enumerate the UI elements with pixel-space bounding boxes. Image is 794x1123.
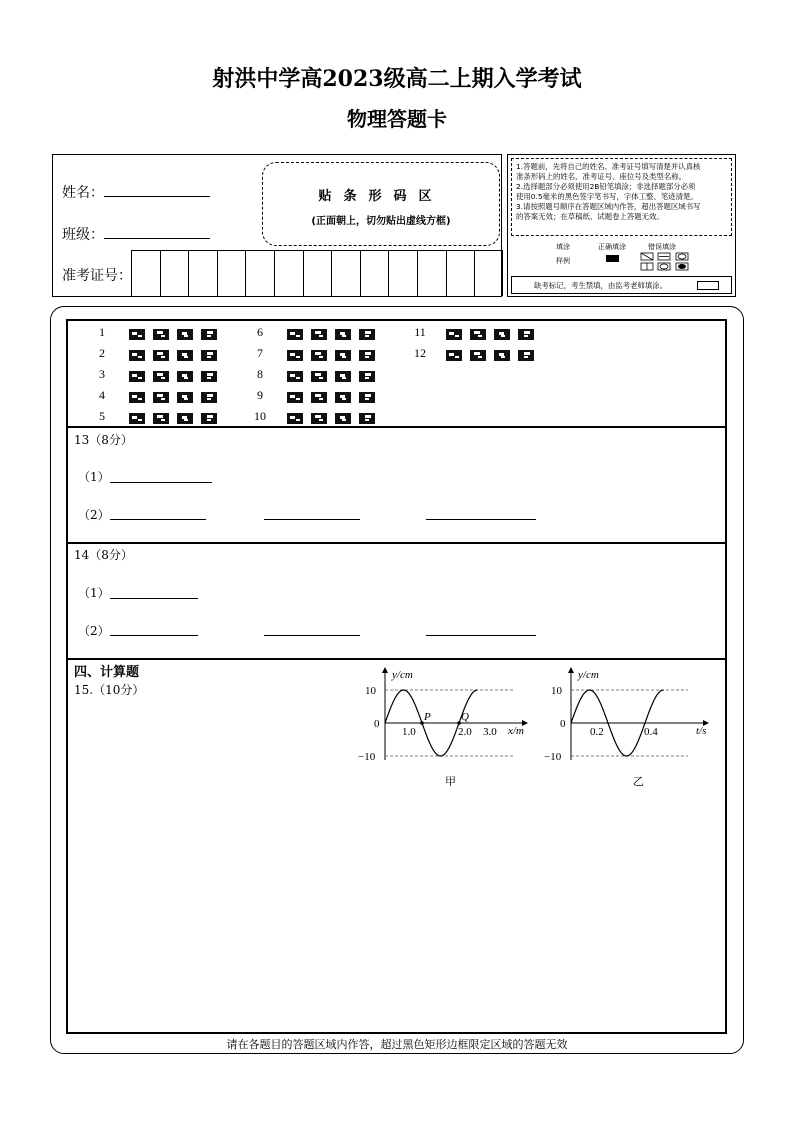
mc-option-bubble-icon[interactable] [152, 349, 170, 362]
mc-option-bubble-icon[interactable] [200, 391, 218, 404]
exam-no-cell[interactable] [446, 250, 475, 296]
mc-question-number: 7 [257, 346, 263, 360]
exam-title: 射洪中学高2023级高二上期入学考试 [212, 66, 582, 92]
mc-option-bubble-icon[interactable] [358, 328, 376, 341]
yi-xtick-04: 0.4 [644, 726, 658, 738]
exam-no-cells[interactable] [131, 250, 503, 296]
mc-option-bubble-icon[interactable] [358, 349, 376, 362]
mc-option-row [128, 368, 224, 387]
notice-line: 2.选择题部分必须使用2B铅笔填涂；非选择题部分必须 [516, 182, 696, 191]
q15-title: 15.（10分） [74, 683, 145, 697]
mc-question-number: 3 [99, 367, 105, 381]
mc-option-bubble-icon[interactable] [469, 349, 487, 362]
mc-option-bubble-icon[interactable] [176, 349, 194, 362]
mc-question-number: 9 [257, 388, 263, 402]
mc-option-bubble-icon[interactable] [128, 412, 146, 425]
mc-option-bubble-icon[interactable] [334, 370, 352, 383]
mc-option-bubble-icon[interactable] [286, 391, 304, 404]
absent-mark-box [511, 276, 732, 294]
mc-option-bubble-icon[interactable] [310, 391, 328, 404]
exam-subtitle: 物理答题卡 [347, 107, 447, 131]
exam-no-cell[interactable] [131, 250, 160, 296]
mc-option-row [286, 368, 382, 387]
mc-option-bubble-icon[interactable] [334, 391, 352, 404]
mc-option-row [128, 347, 224, 366]
mc-option-bubble-icon[interactable] [286, 328, 304, 341]
mc-option-bubble-icon[interactable] [445, 349, 463, 362]
notice-line: 准条形码上的姓名、准考证号、座位号及类型名称。 [516, 172, 686, 181]
barcode-title: 贴条形码区 [318, 189, 444, 204]
mc-option-bubble-icon[interactable] [176, 328, 194, 341]
jia-xtick-2: 2.0 [458, 726, 472, 738]
jia-point-p-label: P [424, 711, 431, 723]
mc-option-bubble-icon[interactable] [310, 370, 328, 383]
mc-option-bubble-icon[interactable] [152, 370, 170, 383]
jia-xtick-3: 3.0 [483, 726, 497, 738]
mc-option-bubble-icon[interactable] [334, 328, 352, 341]
mc-option-row [128, 326, 224, 345]
exam-no-cell[interactable] [274, 250, 303, 296]
divider-q14-q15 [68, 658, 725, 660]
mc-option-bubble-icon[interactable] [200, 349, 218, 362]
section4-title: 四、计算题 [74, 665, 140, 680]
yi-ylabel: y/cm [578, 669, 599, 681]
mc-question-number: 12 [414, 346, 426, 360]
mc-option-bubble-icon[interactable] [334, 349, 352, 362]
wrong-fill-samples-icon [640, 252, 692, 272]
mc-option-bubble-icon[interactable] [358, 412, 376, 425]
mc-option-row [286, 389, 382, 408]
barcode-note: (正面朝上，切勿贴出虚线方框) [311, 216, 451, 227]
mc-option-row [128, 410, 224, 429]
jia-ytick-neg10: −10 [358, 751, 376, 763]
mc-option-bubble-icon[interactable] [310, 412, 328, 425]
q14-blank-1[interactable] [110, 598, 198, 599]
jia-ylabel: y/cm [392, 669, 413, 681]
correct-label: 正确填涂 [598, 243, 626, 251]
wave-graph-jia [350, 664, 540, 792]
yi-ytick-neg10: −10 [544, 751, 562, 763]
mc-option-bubble-icon[interactable] [152, 412, 170, 425]
mc-option-bubble-icon[interactable] [286, 412, 304, 425]
mc-option-bubble-icon[interactable] [493, 349, 511, 362]
jia-xlabel: x/m [508, 725, 524, 737]
wrong-label: 错误填涂 [648, 243, 676, 251]
mc-option-bubble-icon[interactable] [517, 349, 535, 362]
footer-notice: 请在各题目的答题区域内作答，超过黑色矩形边框限定区域的答题无效 [226, 1038, 568, 1051]
mc-option-bubble-icon[interactable] [310, 328, 328, 341]
mc-option-bubble-icon[interactable] [128, 391, 146, 404]
absent-text: 缺考标记，考生禁填，由监考老师填涂。 [534, 281, 668, 290]
q14-blank-2[interactable] [110, 635, 198, 636]
jia-ytick-0: 0 [374, 718, 380, 730]
mc-option-bubble-icon[interactable] [200, 328, 218, 341]
notice-line: 3.请按照题号顺序在答题区域内作答，超出答题区域书写 [516, 202, 701, 211]
mc-question-number: 4 [99, 388, 105, 402]
mc-option-row [445, 347, 541, 366]
mc-option-bubble-icon[interactable] [176, 370, 194, 383]
mc-option-bubble-icon[interactable] [469, 328, 487, 341]
q14-blank-3[interactable] [264, 635, 360, 636]
exam-no-cell[interactable] [474, 250, 503, 296]
q13-part2-label: （2） [78, 508, 110, 522]
jia-xtick-1: 1.0 [402, 726, 416, 738]
barcode-area [262, 162, 500, 246]
mc-option-row [286, 410, 382, 429]
exam-no-cell[interactable] [331, 250, 360, 296]
sample-label: 样例 [556, 257, 570, 265]
jia-caption: 甲 [445, 775, 456, 788]
mc-question-number: 1 [99, 325, 105, 339]
jia-point-q-label: Q [461, 711, 469, 723]
name-field[interactable] [104, 196, 210, 197]
q13-part1-label: （1） [78, 470, 110, 484]
q14-blank-4[interactable] [426, 635, 536, 636]
vibration-graph-yi [538, 664, 718, 792]
notice-line: 1.答题前，先将自己的姓名、准考证号填写清楚并认真核 [516, 162, 701, 171]
mc-option-bubble-icon[interactable] [334, 412, 352, 425]
mc-option-row [445, 326, 541, 345]
q13-blank-3[interactable] [264, 519, 360, 520]
mc-question-number: 10 [254, 409, 266, 423]
mc-option-bubble-icon[interactable] [286, 370, 304, 383]
yi-caption: 乙 [633, 775, 644, 788]
notice-text [511, 158, 732, 236]
q13-title: 13（8分） [74, 433, 133, 447]
notice-line: 使用0.5毫米的黑色签字笔书写，字体工整、笔迹清楚。 [516, 192, 698, 201]
yi-ytick-0: 0 [560, 718, 566, 730]
mc-option-bubble-icon[interactable] [152, 328, 170, 341]
q14-title: 14（8分） [74, 548, 133, 562]
q13-blank-4[interactable] [426, 519, 536, 520]
divider-q13-q14 [68, 542, 725, 544]
exam-no-cell[interactable] [303, 250, 332, 296]
mc-option-bubble-icon[interactable] [445, 328, 463, 341]
mc-option-bubble-icon[interactable] [176, 391, 194, 404]
mc-option-bubble-icon[interactable] [517, 328, 535, 341]
exam-no-label: 准考证号： [62, 268, 132, 284]
mc-option-bubble-icon[interactable] [152, 391, 170, 404]
mc-option-bubble-icon[interactable] [358, 391, 376, 404]
mc-option-bubble-icon[interactable] [286, 349, 304, 362]
mc-option-row [286, 326, 382, 345]
mc-option-row [286, 347, 382, 366]
mc-question-number: 11 [414, 325, 426, 339]
mc-option-bubble-icon[interactable] [200, 370, 218, 383]
exam-no-cell[interactable] [160, 250, 189, 296]
q14-part2-label: （2） [78, 624, 110, 638]
notice-line: 的答案无效；在草稿纸、试题卷上答题无效。 [516, 212, 664, 221]
class-label: 班级： [62, 227, 104, 243]
exam-no-cell[interactable] [217, 250, 246, 296]
name-label: 姓名： [62, 185, 104, 201]
mc-question-number: 8 [257, 367, 263, 381]
q13-blank-2[interactable] [110, 519, 206, 520]
absent-mark-checkbox[interactable] [697, 281, 719, 290]
mc-option-bubble-icon[interactable] [128, 349, 146, 362]
fill-label: 填涂 [556, 243, 570, 251]
mc-option-bubble-icon[interactable] [310, 349, 328, 362]
correct-fill-sample-icon [606, 255, 619, 262]
mc-question-number: 6 [257, 325, 263, 339]
mc-option-bubble-icon[interactable] [200, 412, 218, 425]
exam-no-cell[interactable] [188, 250, 217, 296]
mc-question-number: 2 [99, 346, 105, 360]
yi-xlabel: t/s [696, 725, 707, 737]
q14-part1-label: （1） [78, 586, 110, 600]
mc-option-bubble-icon[interactable] [176, 412, 194, 425]
exam-no-cell[interactable] [417, 250, 446, 296]
yi-xtick-02: 0.2 [590, 726, 604, 738]
class-field[interactable] [104, 238, 210, 239]
jia-ytick-10: 10 [365, 685, 376, 697]
mc-question-number: 5 [99, 409, 105, 423]
exam-no-cell[interactable] [360, 250, 389, 296]
exam-no-cell[interactable] [245, 250, 274, 296]
mc-option-bubble-icon[interactable] [128, 328, 146, 341]
yi-ytick-10: 10 [551, 685, 562, 697]
mc-option-bubble-icon[interactable] [128, 370, 146, 383]
mc-option-bubble-icon[interactable] [493, 328, 511, 341]
cells-top-border [131, 250, 502, 251]
mc-option-row [128, 389, 224, 408]
mc-option-bubble-icon[interactable] [358, 370, 376, 383]
exam-no-cell[interactable] [388, 250, 417, 296]
q13-blank-1[interactable] [110, 482, 212, 483]
